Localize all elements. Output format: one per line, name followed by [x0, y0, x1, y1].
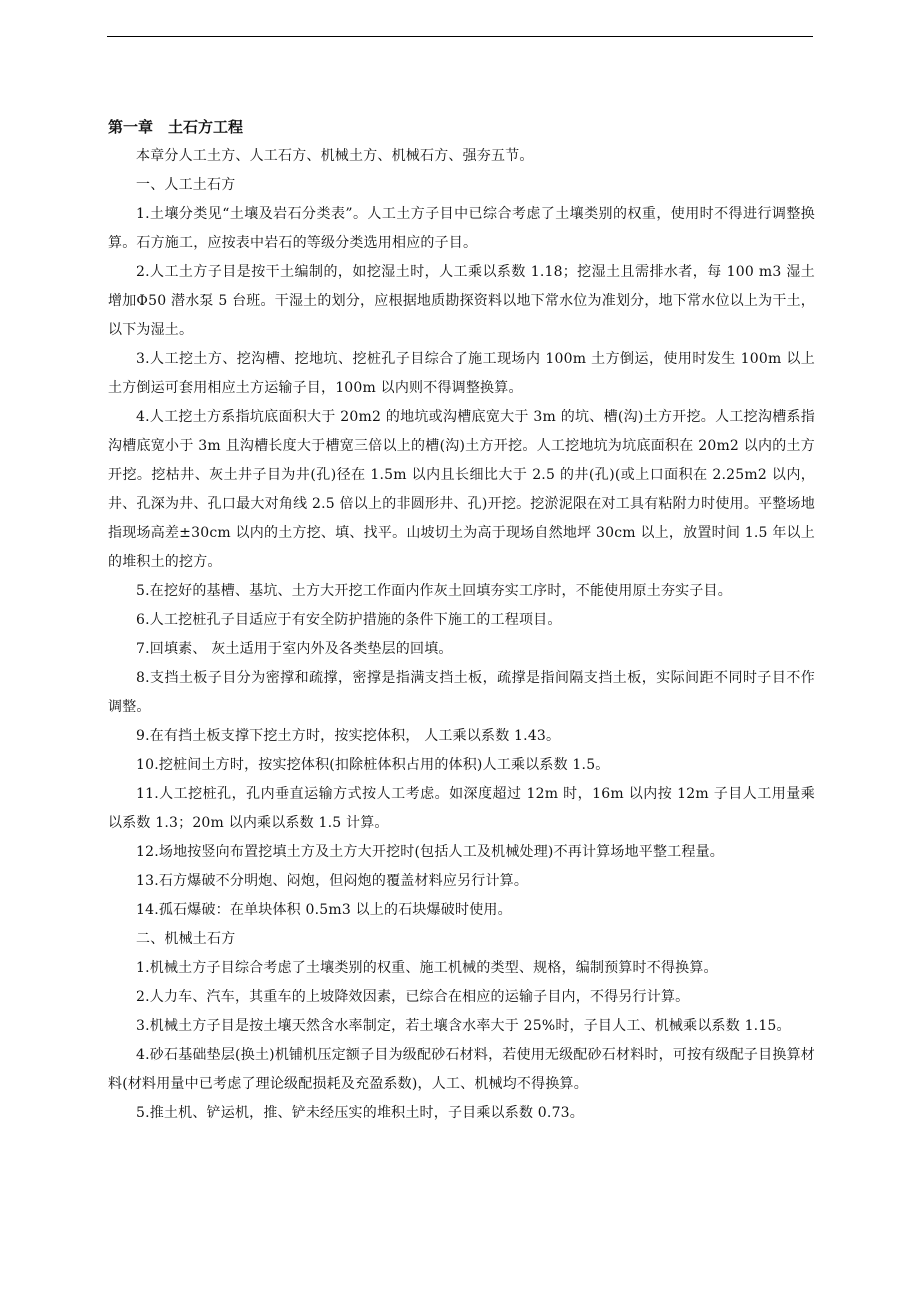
section-heading-manual-earthwork: 一、人工土石方 — [136, 177, 236, 193]
section-heading-machine-earthwork: 二、机械土石方 — [136, 931, 236, 947]
clause-1-2: 2.人工土方子目是按干土编制的，如挖湿土时，人工乘以系数 1.18；挖湿土且需排水者，每 100 m3 湿土增加Φ50 潜水泵 5 台班。干湿土的划分，应根据地质勘探资料以地下常水位为准划分，地下常水位以上为干土，以下为湿土。 — [108, 264, 815, 338]
document-body — [108, 112, 815, 1128]
clause-1-5: 5.在挖好的基槽、基坑、土方大开挖工作面内作灰土回填夯实工序时，不能使用原土夯实子目。 — [136, 583, 732, 599]
clause-2-1: 1.机械土方子目综合考虑了土壤类别的权重、施工机械的类型、规格，编制预算时不得换算。 — [136, 960, 718, 976]
clause-1-13: 13.石方爆破不分明炮、闷炮，但闷炮的覆盖材料应另行计算。 — [136, 873, 529, 889]
clause-1-9: 9.在有挡土板支撑下挖土方时，按实挖体积， 人工乘以系数 1.43。 — [136, 728, 561, 744]
clause-1-11: 11.人工挖桩孔，孔内垂直运输方式按人工考虑。如深度超过 12m 时，16m 以内按 12m 子目人工用量乘以系数 1.3；20m 以内乘以系数 1.5 计算。 — [108, 786, 815, 831]
header-rule — [107, 36, 813, 37]
clause-2-3: 3.机械土方子目是按土壤天然含水率制定，若土壤含水率大于 25%时，子目人工、机械乘以系数 1.15。 — [136, 1018, 791, 1034]
clause-1-1: 1.土壤分类见“土壤及岩石分类表”。人工土方子目中已综合考虑了土壤类别的权重，使用时不得进行调整换算。石方施工，应按表中岩石的等级分类选用相应的子目。 — [108, 206, 815, 251]
clause-1-6: 6.人工挖桩孔子目适应于有安全防护措施的条件下施工的工程项目。 — [136, 612, 562, 628]
clause-1-10: 10.挖桩间土方时，按实挖体积(扣除桩体积占用的体积)人工乘以系数 1.5。 — [136, 757, 610, 773]
clause-1-8: 8.支挡土板子目分为密撑和疏撑，密撑是指满支挡土板，疏撑是指间隔支挡土板，实际间距不同时子目不作调整。 — [108, 670, 815, 715]
chapter-title: 第一章 土石方工程 — [108, 118, 244, 136]
chapter-intro: 本章分人工土方、人工石方、机械土方、机械石方、强夯五节。 — [136, 148, 534, 164]
clause-1-3: 3.人工挖土方、挖沟槽、挖地坑、挖桩孔子目综合了施工现场内 100m 土方倒运，使用时发生 100m 以上土方倒运可套用相应土方运输子目，100m 以内则不得调整换算。 — [108, 351, 815, 396]
clause-2-2: 2.人力车、汽车，其重车的上坡降效因素，已综合在相应的运输子目内，不得另行计算。 — [136, 989, 690, 1005]
clause-2-5: 5.推土机、铲运机，推、铲未经压实的堆积土时，子目乘以系数 0.73。 — [136, 1105, 584, 1121]
clause-2-4: 4.砂石基础垫层(换土)机铺机压定额子目为级配砂石材料，若使用无级配砂石材料时，可按有级配子目换算材料(材料用量中已考虑了理论级配损耗及充盈系数)，人工、机械均不得换算。 — [108, 1047, 815, 1092]
clause-1-4: 4.人工挖土方系指坑底面积大于 20m2 的地坑或沟槽底宽大于 3m 的坑、槽(沟)土方开挖。人工挖沟槽系指沟槽底宽小于 3m 且沟槽长度大于槽宽三倍以上的槽(沟)土方开挖。人工挖地坑为坑底面积在 20m2 以内的土方开挖。挖枯井、灰土井子目为井(孔)径在 1.5m 以内且长细比大于 2.5 的井(孔)(或上口面积在 2.25m2 以内，井、孔深为井、孔口最大对角线 2.5 倍以上的非圆形井、孔)开挖。挖淤泥限在对工具有粘附力时使用。平整场地指现场高差±30cm 以内的土方挖、填、找平。山坡切土为高于现场自然地坪 30cm 以上，放置时间 1.5 年以上的堆积土的挖方。 — [108, 409, 815, 570]
clause-1-14: 14.孤石爆破：在单块体积 0.5m3 以上的石块爆破时使用。 — [136, 902, 512, 918]
clause-1-12: 12.场地按竖向布置挖填土方及土方大开挖时(包括人工及机械处理)不再计算场地平整工程量。 — [136, 844, 724, 860]
clause-1-7: 7.回填素、 灰土适用于室内外及各类垫层的回填。 — [136, 641, 453, 657]
